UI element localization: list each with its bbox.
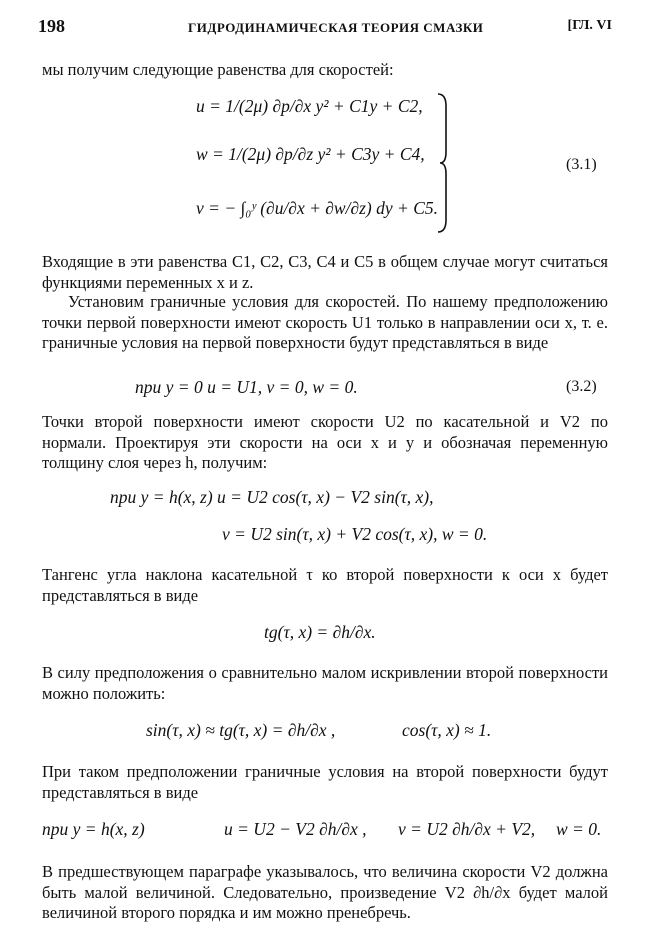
equation-final-v: v = U2 ∂h/∂x + V2, [398, 819, 536, 839]
chapter-marker: [ГЛ. VI [567, 18, 612, 33]
equation-tangent: tg(τ, x) = ∂h/∂x. [264, 622, 376, 642]
equation-final-u: u = U2 − V2 ∂h/∂x , [224, 819, 367, 839]
equation-final-condition: при y = h(x, z) [42, 819, 145, 839]
paragraph-constants: Входящие в эти равенства C1, C2, C3, C4 и C5 в общем случае могут считаться функциями переменных x и z. [42, 252, 608, 292]
equation-boundary-second-u: при y = h(x, z) u = U2 cos(τ, x) − V2 sin(τ, x), [110, 487, 434, 507]
equation-boundary-second-v: v = U2 sin(τ, x) + V2 cos(τ, x), w = 0. [222, 524, 488, 544]
equation-w: w = 1/(2μ) ∂p/∂z y² + C3y + C4, [196, 144, 425, 164]
equation-number-3-2: (3.2) [566, 378, 597, 395]
paragraph-intro: мы получим следующие равенства для скоростей: [42, 60, 394, 79]
right-brace [437, 92, 449, 234]
equation-u: u = 1/(2μ) ∂p/∂x y² + C1y + C2, [196, 96, 423, 116]
equation-number-3-1: (3.1) [566, 156, 597, 173]
equation-final-w: w = 0. [556, 819, 602, 839]
equation-cos-approx: cos(τ, x) ≈ 1. [402, 720, 492, 740]
page-number: 198 [38, 16, 65, 36]
paragraph-small-curvature: В силу предположения о сравнительно малом искривлении второй поверхности можно положить: [42, 663, 608, 703]
paragraph-boundary-first-text: Установим граничные условия для скоростей. По нашему предположению точки первой поверхности имеют скорость U1 только в направлении оси x, т. е. граничные условия на первой поверхности будут представляться в виде [42, 292, 608, 352]
paragraph-tangent: Тангенс угла наклона касательной τ ко второй поверхности к оси x будет представляться в виде [42, 565, 608, 605]
equation-v: v = − ∫₀ʸ (∂u/∂x + ∂w/∂z) dy + C5. [196, 198, 439, 218]
equation-boundary-first: при y = 0 u = U1, v = 0, w = 0. [135, 377, 358, 397]
paragraph-second-surface: Точки второй поверхности имеют скорости U2 по касательной и V2 по нормали. Проектируя эти скорости на оси x и y и обозначая переменную толщину слоя через h, получим: [42, 412, 608, 472]
paragraph-boundary-first [42, 292, 608, 354]
equation-sin-approx: sin(τ, x) ≈ tg(τ, x) = ∂h/∂x , [146, 720, 336, 740]
page-header [38, 16, 612, 42]
paragraph-assumption: При таком предположении граничные условия на второй поверхности будут представляться в виде [42, 762, 608, 802]
running-title: ГИДРОДИНАМИЧЕСКАЯ ТЕОРИЯ СМАЗКИ [188, 20, 484, 35]
paragraph-conclusion: В предшествующем параграфе указывалось, что величина скорости V2 должна быть малой величиной. Следовательно, произведение V2 ∂h/∂x будет малой величиной второго порядка и им можно пренебречь. [42, 862, 608, 922]
